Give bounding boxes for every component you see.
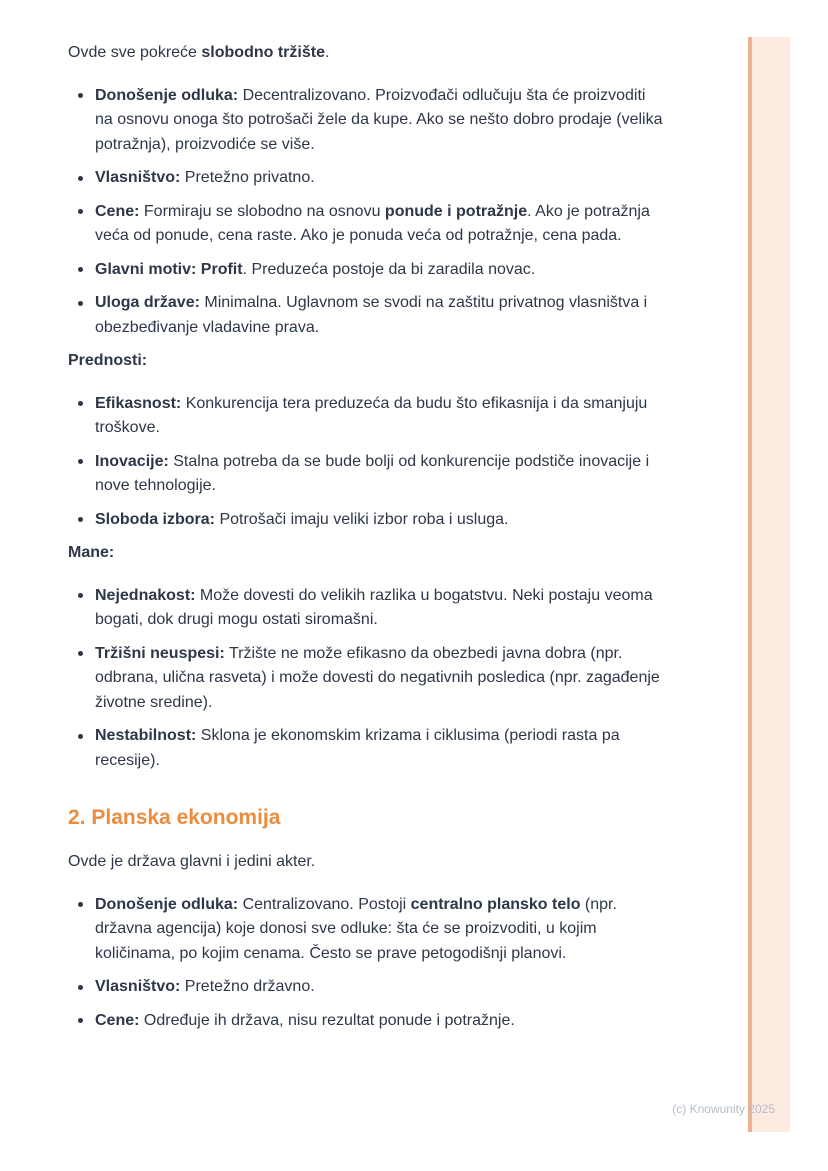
list-item-cene-planska: [95, 1009, 663, 1034]
planska-features-list: [68, 893, 668, 1034]
list-item-cene: [95, 200, 663, 249]
list-item-trzisni-neuspesi: [95, 642, 663, 716]
list-item-glavni-motiv: [95, 258, 663, 283]
copyright-footer: (c) Knowunity 2025: [672, 1102, 775, 1116]
text-run: Pretežno privatno.: [180, 169, 315, 186]
intro-paragraph: [68, 41, 668, 66]
text-run: Konkurencija tera preduzeća da budu što efikasnija i da smanjuju troškove.: [95, 394, 648, 436]
prednosti-label: [68, 349, 668, 374]
page-accent-bar: [748, 37, 790, 1132]
bold-run: Cene:: [95, 202, 140, 220]
bold-run: Donošenje odluka:: [95, 895, 239, 913]
prednosti-list: [68, 392, 668, 533]
bold-run: Sloboda izbora:: [95, 510, 215, 528]
bold-run: Tržišni neuspesi:: [95, 644, 225, 662]
document-content: [68, 41, 668, 1042]
list-item-vlasnistvo-planska: [95, 975, 663, 1000]
text-run: Potrošači imaju veliki izbor roba i usluga.: [215, 510, 509, 528]
mane-list: [68, 584, 668, 774]
section-heading-planska-ekonomija: 2. Planska ekonomija: [68, 806, 281, 829]
text-run: Minimalna. Uglavnom se svodi na zaštitu privatnog vlasništva i obezbeđivanje vladavine prava.: [95, 294, 648, 336]
bold-run: centralno plansko telo: [410, 895, 581, 913]
list-item-nejednakost: [95, 584, 663, 633]
list-item-donosenje-odluka-planska: [95, 893, 663, 967]
text-run: . Preduzeća postoje da bi zaradila novac.: [242, 260, 536, 278]
list-item-efikasnost: [95, 392, 663, 441]
list-item-vlasnistvo: [95, 166, 663, 191]
planska-intro-paragraph: Ovde je država glavni i jedini akter.: [68, 853, 316, 870]
text-run: (npr. državna agencija) koje donosi sve odluke: šta će se proizvoditi, u kojim količinama, po kojim cenama. Često se prave petogodišnji planovi.: [95, 895, 617, 962]
text-run: Centralizovano. Postoji: [238, 895, 411, 913]
bold-run: Vlasništvo:: [95, 978, 181, 995]
mane-label: [68, 541, 668, 566]
bold-run: Cene:: [95, 1011, 140, 1029]
bold-run: Donošenje odluka:: [95, 86, 239, 104]
bold-run: Nestabilnost:: [95, 727, 197, 744]
bold-run: Glavni motiv: Profit: [95, 260, 243, 278]
bold-run: Vlasništvo:: [95, 169, 181, 186]
text-run: Ovde sve pokreće: [68, 44, 202, 61]
bold-run: Mane:: [68, 544, 115, 561]
bold-run: Prednosti:: [68, 352, 148, 369]
list-item-nestabilnost: [95, 724, 663, 773]
text-run: Pretežno državno.: [180, 978, 315, 995]
text-run: Decentralizovano. Proizvođači odlučuju šta će proizvoditi na osnovu onoga što potrošači žele da kupe. Ako se nešto dobro prodaje (velika potražnja), proizvodiće se više.: [95, 86, 663, 153]
bold-run: Nejednakost:: [95, 586, 196, 604]
text-run: Može dovesti do velikih razlika u bogatstvu. Neki postaju veoma bogati, dok drugi mogu ostati siromašni.: [95, 586, 653, 628]
text-run: Stalna potreba da se bude bolji od konkurencije podstiče inovacije i nove tehnologije.: [95, 452, 650, 494]
list-item-donosenje-odluka: [95, 84, 663, 158]
list-item-sloboda-izbora: [95, 508, 663, 533]
bold-run: Efikasnost:: [95, 394, 182, 412]
text-run: .: [324, 44, 330, 61]
list-item-inovacije: [95, 450, 663, 499]
bold-run: slobodno tržište: [201, 44, 325, 61]
text-run: . Ako je potražnja veća od ponude, cena raste. Ako je ponuda veća od potražnje, cena pada.: [95, 202, 650, 244]
bold-run: Uloga države:: [95, 294, 200, 311]
market-features-list: [68, 84, 668, 341]
text-run: Određuje ih država, nisu rezultat ponude i potražnje.: [139, 1011, 515, 1029]
list-item-uloga-drzave: [95, 291, 663, 340]
bold-run: ponude i potražnje: [384, 202, 528, 220]
text-run: Sklona je ekonomskim krizama i ciklusima (periodi rasta pa recesije).: [95, 727, 620, 769]
text-run: Formiraju se slobodno na osnovu: [139, 202, 385, 220]
text-run: Tržište ne može efikasno da obezbedi javna dobra (npr. odbrana, ulična rasveta) i može dovesti do negativnih posledica (npr. zagađenje životne sredine).: [95, 644, 660, 711]
bold-run: Inovacije:: [95, 452, 169, 470]
